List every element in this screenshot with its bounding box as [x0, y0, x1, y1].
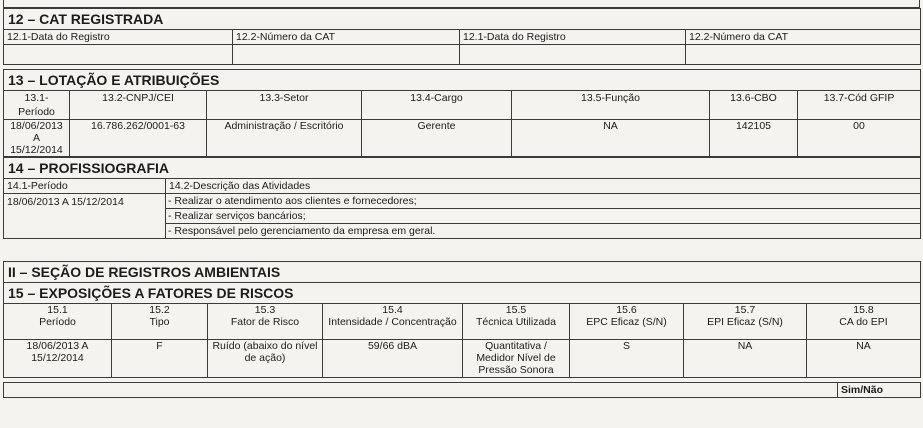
exposicao-fator: Ruído (abaixo do nível de ação)	[208, 340, 323, 378]
cat-title: 12 – CAT REGISTRADA	[4, 9, 921, 30]
profissiografia-period: 18/06/2013 A 15/12/2014	[4, 194, 166, 239]
lotacao-header-funcao: 13.5-Função	[512, 91, 710, 120]
exposicoes-section	[3, 261, 921, 378]
lotacao-header-cbo: 13.6-CBO	[710, 91, 798, 120]
exposicoes-header-intensidade: 15.4 Intensidade / Concentração	[323, 304, 463, 340]
exposicoes-header-epc: 15.6 EPC Eficaz (S/N)	[570, 304, 684, 340]
cat-number-label: 12.2-Número da CAT	[233, 30, 460, 45]
exposicao-epi: NA	[684, 340, 807, 378]
exposicao-tecnica: Quantitativa / Medidor Nível de Pressão Sonora	[463, 340, 570, 378]
lotacao-header-cargo: 13.4-Cargo	[362, 91, 512, 120]
exposicoes-header-periodo: 15.1 Período	[4, 304, 112, 340]
profissiografia-title: 14 – PROFISSIOGRAFIA	[4, 158, 921, 179]
exposicao-tipo: F	[112, 340, 208, 378]
profissiografia-desc-label: 14.2-Descrição das Atividades	[166, 179, 921, 194]
activity-item: - Responsável pelo gerenciamento da empresa em geral.	[168, 225, 436, 237]
exposicoes-title: 15 – EXPOSIÇÕES A FATORES DE RISCOS	[4, 283, 921, 304]
cat-date-label-2: 12.1-Data do Registro	[460, 30, 686, 45]
next-section-strip	[3, 382, 921, 398]
cat-date-label: 12.1-Data do Registro	[4, 30, 233, 45]
exposicao-ca: NA	[807, 340, 921, 378]
lotacao-title: 13 – LOTAÇÃO E ATRIBUIÇÕES	[4, 70, 921, 91]
profissiografia-period-label: 14.1-Período	[4, 179, 166, 194]
lotacao-cargo: Gerente	[362, 120, 512, 157]
activity-item: - Realizar o atendimento aos clientes e fornecedores;	[166, 194, 920, 209]
exposicoes-header-tecnica: 15.5 Técnica Utilizada	[463, 304, 570, 340]
cat-number-label-2: 12.2-Número da CAT	[686, 30, 921, 45]
cat-date-value-2	[460, 45, 686, 65]
exposicoes-header-tipo: 15.2 Tipo	[112, 304, 208, 340]
exposicao-epc: S	[570, 340, 684, 378]
lotacao-cbo: 142105	[710, 120, 798, 157]
activities-list	[166, 194, 921, 239]
ppp-form	[3, 0, 920, 398]
lotacao-header-periodo: 13.1-Período	[4, 91, 70, 120]
exposicoes-header-ca: 15.8 CA do EPI	[807, 304, 921, 340]
cat-date-value	[4, 45, 233, 65]
lotacao-periodo: 18/06/2013 A 15/12/2014	[4, 120, 70, 157]
lotacao-header-setor: 13.3-Setor	[207, 91, 362, 120]
lotacao-funcao: NA	[512, 120, 710, 157]
section-gap	[3, 239, 920, 261]
profissiografia-section	[3, 157, 921, 239]
cat-section	[3, 8, 921, 65]
lotacao-header-cnpj: 13.2-CNPJ/CEI	[70, 91, 207, 120]
exposicao-periodo: 18/06/2013 A 15/12/2014	[4, 340, 112, 378]
exposicoes-header-fator: 15.3 Fator de Risco	[208, 304, 323, 340]
secao2-title: II – SEÇÃO DE REGISTROS AMBIENTAIS	[4, 262, 921, 283]
lotacao-gfip: 00	[798, 120, 921, 157]
next-section-blank	[4, 383, 838, 398]
exposicao-intensidade: 59/66 dBA	[323, 340, 463, 378]
lotacao-section	[3, 69, 921, 157]
activity-item: - Realizar serviços bancários;	[166, 209, 920, 224]
lotacao-setor: Administração / Escritório	[207, 120, 362, 157]
cat-number-value-2	[686, 45, 921, 65]
cat-number-value	[233, 45, 460, 65]
top-strip	[3, 0, 920, 8]
lotacao-header-gfip: 13.7-Cód GFIP	[798, 91, 921, 120]
sim-nao-label: Sim/Não	[838, 383, 921, 398]
exposicoes-header-epi: 15.7 EPI Eficaz (S/N)	[684, 304, 807, 340]
lotacao-cnpj: 16.786.262/0001-63	[70, 120, 207, 157]
